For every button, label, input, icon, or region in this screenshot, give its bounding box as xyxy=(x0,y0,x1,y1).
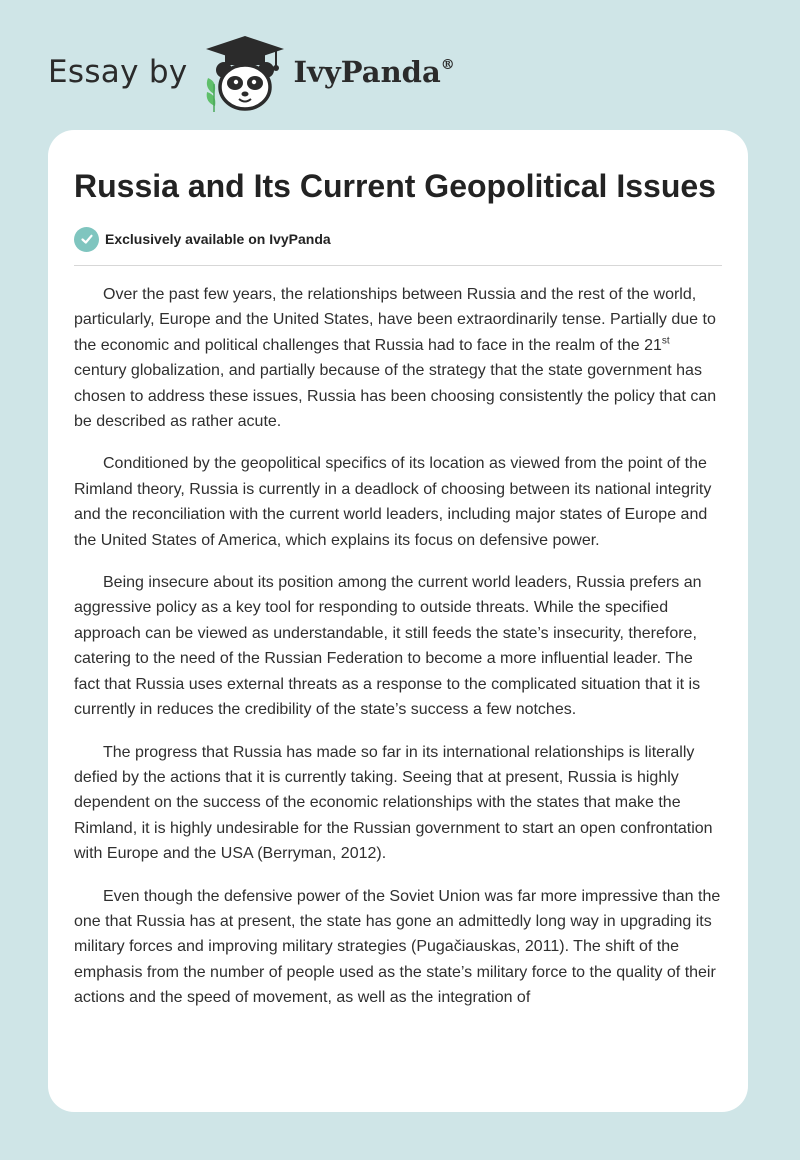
registered-mark: ® xyxy=(440,57,455,73)
badge-text: Exclusively available on IvyPanda xyxy=(105,231,331,247)
site-header xyxy=(48,32,455,112)
essay-card xyxy=(48,130,748,1112)
essay-body xyxy=(74,282,722,1011)
panda-logo-icon[interactable] xyxy=(202,32,288,112)
paragraph-5: Even though the defensive power of the Soviet Union was far more impressive than the one that Russia has at present, the state has gone an admittedly long way in upgrading its military forces and improving military strategies (Pugačiauskas, 2011). The shift of the emphasis from the number of people used as the state’s military force to the quality of their actions and the speed of movement, as well as the integration of xyxy=(74,887,721,1007)
check-icon xyxy=(74,227,99,252)
paragraph-2: Conditioned by the geopolitical specifics of its location as viewed from the point of the Rimland theory, Russia is currently in a deadlock of choosing between its national integrity and the reconciliation with the current world leaders, including major states of Europe and the United States of America, which explains its focus on defensive power. xyxy=(74,455,712,549)
paragraph-4: The progress that Russia has made so far in its international relationships is literally defied by the actions that it is currently taking. Seeing that at present, Russia is highly dependent on the success of the economic relationships with the states that make the Rimland, it is highly undesirable for the Russian government to start an open confrontation with Europe and the USA (Berryman, 2012). xyxy=(74,743,713,863)
paragraph-3: Being insecure about its position among the current world leaders, Russia prefers an aggressive policy as a key tool for responding to outside threats. While the specified approach can be viewed as understandable, it still feeds the state’s insecurity, therefore, catering to the need of the Russian Federation to become a more influential leader. The fact that Russia uses external threats as a response to the complicated situation that it is currently in reduces the credibility of the state’s success a few notches. xyxy=(74,574,702,719)
title-divider xyxy=(74,265,722,266)
exclusive-badge xyxy=(74,225,722,253)
essay-by-label: Essay by xyxy=(48,54,188,90)
page-title: Russia and Its Current Geopolitical Issues xyxy=(74,168,716,204)
paragraph-1: Over the past few years, the relationships between Russia and the rest of the world, particularly, Europe and the United States, have been extraordinarily tense. Partially due to the economic and political challenges that Russia had to face in the realm of the 21st century globalization, and partially because of the strategy that the state government has chosen to address these issues, Russia has been choosing consistently the policy that can be described as rather acute. xyxy=(74,286,717,431)
brand-name[interactable]: IvyPanda® xyxy=(293,55,455,89)
